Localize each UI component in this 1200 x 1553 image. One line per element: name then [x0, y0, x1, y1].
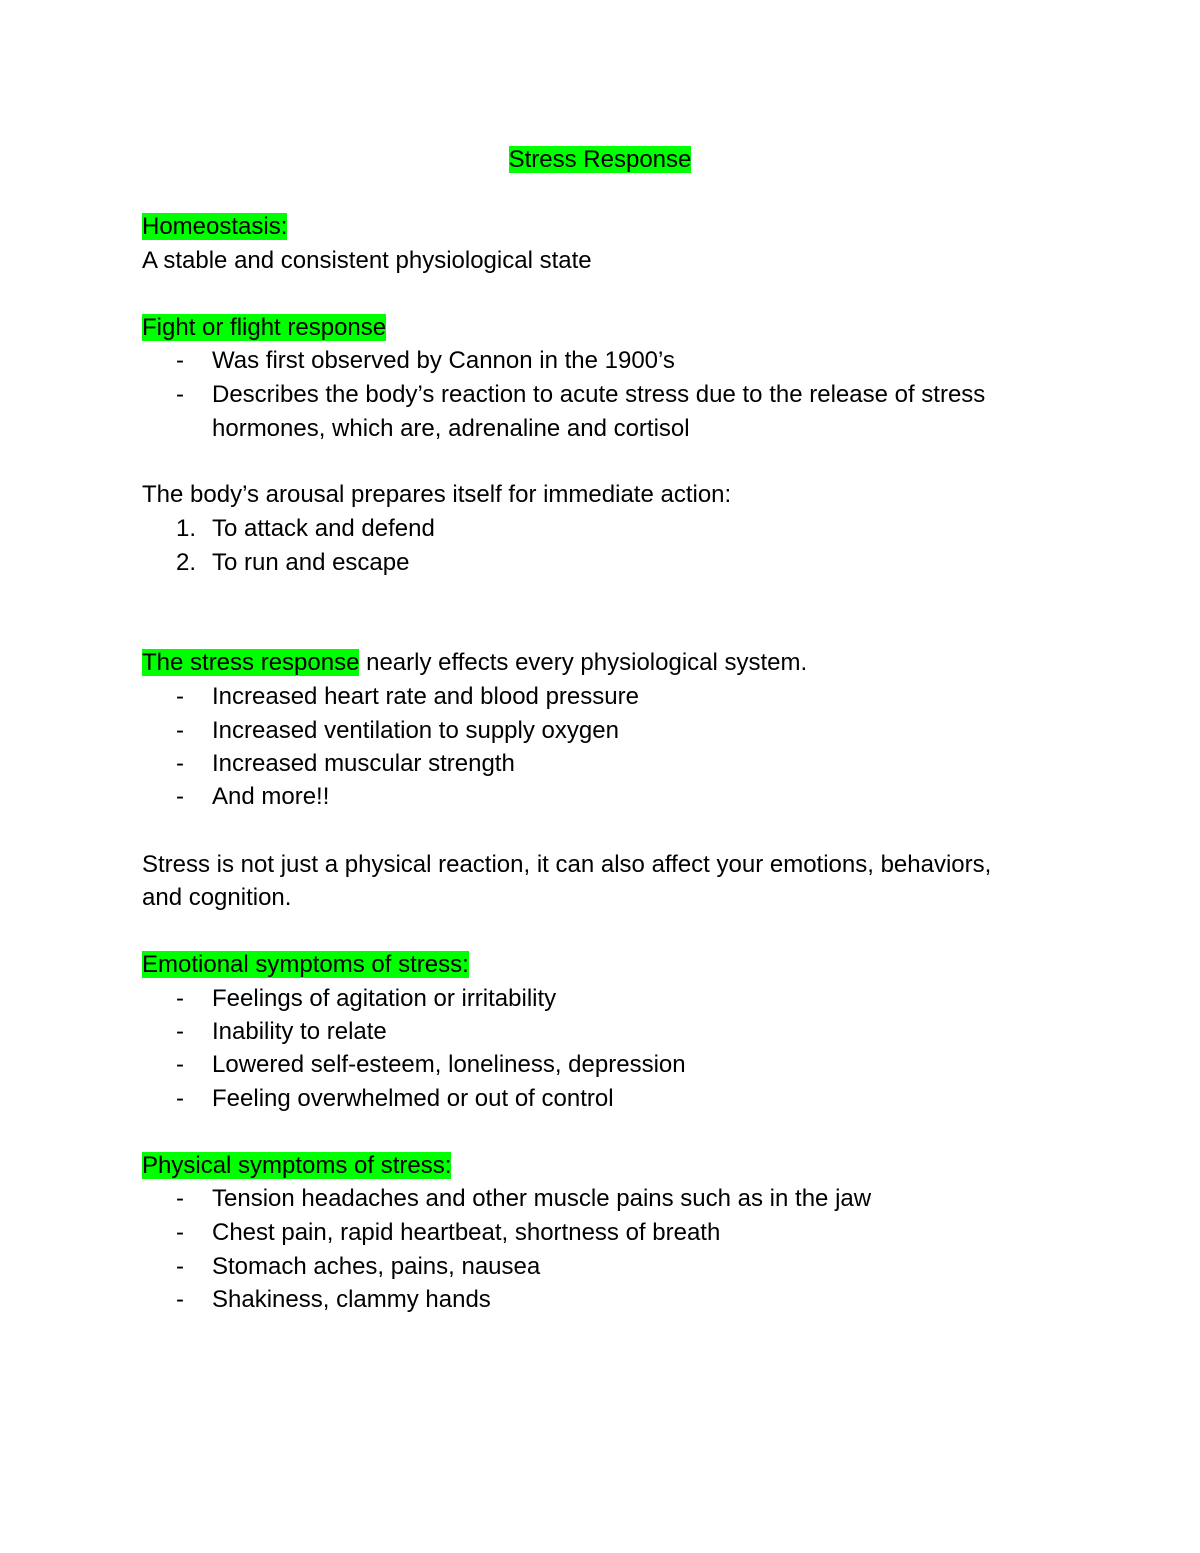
number-marker: 2. [176, 549, 197, 576]
bullet-marker: - [176, 985, 184, 1012]
stress-response-heading: The stress response [142, 649, 360, 676]
bullet-marker: - [176, 783, 184, 810]
bullet-marker: - [176, 381, 184, 408]
fight-flight-heading: Fight or flight response [142, 314, 387, 341]
bullet-marker: - [176, 683, 184, 710]
stress-note-line: Stress is not just a physical reaction, it can also affect your emotions, behaviors, [142, 851, 992, 878]
bullet-marker: - [176, 1018, 184, 1045]
stress-note-line: and cognition. [142, 884, 292, 911]
bullet-marker: - [176, 717, 184, 744]
document-page: Stress Response Homeostasis: A stable and consistent physiological state Fight or flight response - Was first observed by Cannon in the 1900’s - Describes the body’s reaction to acute stress due to the release of stress hormones, which are, adrenaline and cortisol The body’s arousal prepares itself for immediate action: 1. To attack and defend 2. To run and escape The stress response nearly effects every physiological system. - Increased heart rate and blood pressure - Increased ventilation to supply oxygen - Increased muscular strength - And more!! Stress is not just a physical reaction, it can also affect your emotions, behaviors, and cognition. Emotional symptoms of stress: - Feelings of agitation or irritability - Inability to relate - Lowered self-esteem, loneliness, depression - Feeling overwhelmed or out of control Physical symptoms of stress: - Tension headaches and other muscle pains such as in the jaw - Chest pain, rapid heartbeat, shortness of breath - Stomach aches, pains, nausea - Shakiness, clammy hands [0, 0, 1200, 1553]
arousal-text: The body’s arousal prepares itself for immediate action: [142, 481, 732, 508]
bullet-marker: - [176, 1219, 184, 1246]
homeostasis-heading: Homeostasis: [142, 213, 288, 240]
title-highlight: Stress Response [508, 146, 692, 173]
bullet-marker: - [176, 1185, 184, 1212]
bullet-marker: - [176, 1253, 184, 1280]
number-marker: 1. [176, 515, 197, 542]
bullet-marker: - [176, 1286, 184, 1313]
emotional-heading: Emotional symptoms of stress: [142, 951, 469, 978]
bullet-marker: - [176, 750, 184, 777]
page-title [0, 143, 1200, 177]
list-item-continuation: hormones, which are, adrenaline and cortisol [212, 415, 690, 442]
bullet-marker: - [176, 347, 184, 374]
homeostasis-definition: A stable and consistent physiological state [142, 247, 592, 274]
physical-heading: Physical symptoms of stress: [142, 1152, 452, 1179]
stress-response-line: The stress response nearly effects every physiological system. [142, 649, 808, 676]
bullet-marker: - [176, 1051, 184, 1078]
bullet-marker: - [176, 1085, 184, 1112]
